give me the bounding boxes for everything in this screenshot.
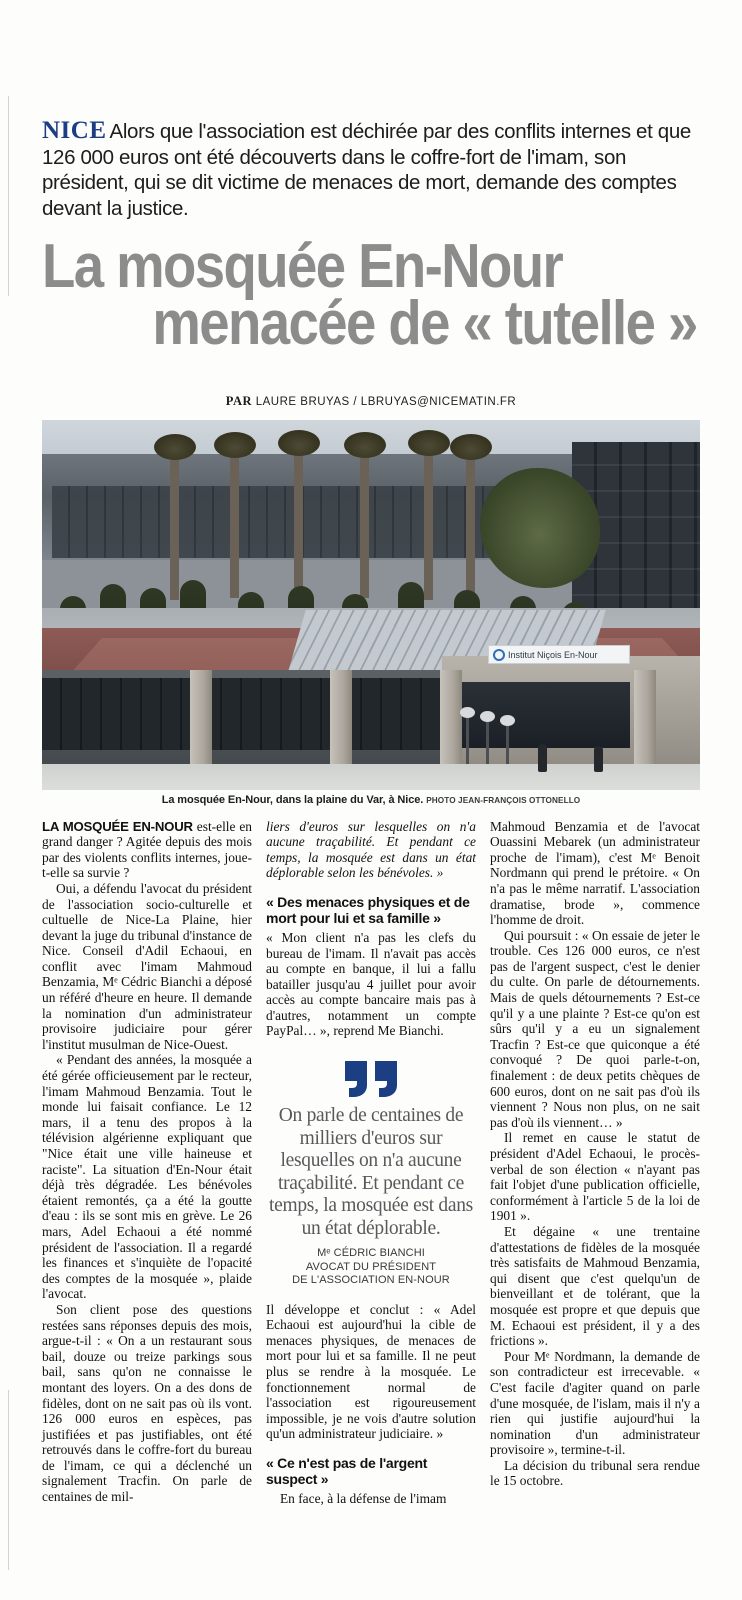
paragraph-head: Son client pose des questions restées sans réponses depuis des mois, argue-t-il :	[42, 1301, 252, 1349]
building-sign	[488, 645, 630, 664]
photo-entrance-opening	[450, 682, 630, 748]
page-title	[42, 232, 700, 358]
paragraph	[42, 1302, 252, 1505]
paragraph: La décision du tribunal sera rendue le 15 octobre.	[490, 1457, 700, 1489]
photo-palm-tree	[170, 450, 179, 600]
quote-text: « On essaie de jeter le trouble. Ces 126 000 euros, ce n'est pas de l'argent suspect, c'est le denier du culte. On parle de détournements. Mais de quels détournements ? Est-ce qu'il y a une plainte ? Est-ce qu'on est sûrs qu'il y a eu un signalement Tracfin ? Est-ce que quiconque a été convoqué ? De quoi parle-t-on, finalement : de deux petits chèques de 600 euros, dont on ne sait pas d'où ils viennent ? Nous non plus, on ne sait pas d'où ils viennent… »	[490, 927, 700, 1130]
paragraph	[490, 1224, 700, 1349]
photo-palm-tree	[230, 448, 239, 598]
article-column-1	[42, 819, 252, 1507]
quote-text: « Adel Echaoui est aujourd'hui la cible de menaces physiques, de menaces de mort pour lui et sa famille. Il ne peut plus se rendre à la mosquée. Le fonctionnement normal de l'association est rigoureusement impossible, je ne vois d'autre solution qu'un administrateur judiciaire. »	[266, 1301, 476, 1442]
photo-person	[538, 744, 547, 772]
photo-credit: PHOTO JEAN-FRANÇOIS OTTONELLO	[426, 795, 581, 805]
section-subhead: « Des menaces physiques et de mort pour lui et sa famille »	[266, 893, 470, 927]
photo-palm-tree	[294, 446, 303, 598]
caption-text: La mosquée En-Nour, dans la plaine du Var, à Nice.	[161, 793, 424, 806]
pull-quote-attr-name: Mᵉ CÉDRIC BIANCHI	[317, 1247, 425, 1260]
quote-text: « On n'a pas le même narratif. L'association dramatise, brode »,	[490, 865, 700, 912]
paragraph-head: Et dégaine	[504, 1223, 593, 1239]
pull-quote-text: On parle de centaines de milliers d'euros sur lesquelles on n'a aucune traçabilité. Et pendant ce temps, la mosquée est dans un état déplorable.	[269, 1105, 473, 1239]
kicker-city-label: NICE	[42, 117, 107, 144]
quote-text: « une trentaine d'attestations de fidèles de la mosquée très satisfaits de Mahmoud Benzamia, qui disent que c'est quelqu'un de bienveillant et de tolérant, que la mosquée est propre et que depuis que M. Echaoui est président, il y a des frictions ».	[490, 1223, 700, 1349]
paragraph	[266, 1302, 476, 1442]
article-photo	[42, 420, 700, 790]
paragraph	[266, 930, 476, 1039]
paragraph-head: Qui poursuit :	[504, 927, 582, 943]
photo-facade-glass	[42, 678, 462, 750]
paragraph-head: Pour Mᵉ Nordmann, la demande de son contradicteur est irrecevable.	[490, 1348, 700, 1380]
paragraph	[490, 819, 700, 928]
paragraph	[490, 1349, 700, 1458]
headline-line-2: menacée de « tutelle »	[152, 289, 697, 358]
trim-mark-left-top	[8, 96, 9, 296]
quote-text: « C'est facile d'agiter quand on parle d'une mosquée, de l'islam, mais il n'y a rien qui justifie aujourd'hui la nomination d'un administrateur provisoire »,	[490, 1364, 700, 1458]
article-columns	[42, 819, 700, 1507]
pull-quote-attr-org: DE L'ASSOCIATION EN-NOUR	[292, 1274, 450, 1287]
article-column-3	[490, 819, 700, 1507]
photo-tree	[480, 468, 600, 588]
article-content	[42, 0, 700, 1507]
pull-quote-attr-role: AVOCAT DU PRÉSIDENT	[305, 1260, 437, 1273]
section-subhead: « Ce n'est pas de l'argent suspect »	[266, 1454, 428, 1488]
quote-text: « n'ayant pas fait l'objet d'une publication officielle, conformément à l'article 5 de la loi de 1901 ».	[490, 1161, 700, 1224]
article-kicker	[42, 118, 700, 221]
byline-prefix: PAR	[225, 393, 253, 408]
article-column-2	[266, 819, 476, 1507]
institut-logo-icon	[493, 649, 505, 661]
photo-palm-tree	[424, 446, 433, 600]
paragraph	[490, 928, 700, 1131]
photo-palm-tree	[360, 448, 369, 598]
pull-quote	[266, 1059, 476, 1288]
lead-bold-opening: LA MOSQUÉE EN-NOUR	[42, 818, 193, 834]
quote-text: « Mon client n'a pas les clefs du bureau de l'imam. Il n'avait pas accès au compte en banque, il lui a fallu batailler jusqu'au 4 juillet pour avoir accès au compte bancaire mais pas à d'autres, notamment un compte PayPal… »,	[266, 929, 476, 1039]
paragraph	[42, 1052, 252, 1302]
lead-rest: est-elle en grand danger ? Agitée depuis des mois par des violents conflits internes, joue-t-elle sa survie ?	[42, 818, 252, 881]
kicker-text: Alors que l'association est déchirée par des conflits internes et que 126 000 euros ont été découverts dans le coffre-fort de l'imam, son président, qui se dit victime de menaces de mort, demande des comptes devant la justice.	[42, 120, 691, 220]
photo-caption	[42, 794, 700, 806]
trim-mark-left-bottom	[8, 1390, 9, 1570]
photo-palm-tree	[466, 450, 475, 598]
quotation-mark-icon	[343, 1059, 399, 1099]
paragraph	[490, 1130, 700, 1224]
byline-author: LAURE BRUYAS / LBRUYAS@NICEMATIN.FR	[255, 395, 517, 408]
quote-tail: plaide l'avocat.	[42, 1270, 252, 1302]
headline-line-1: La mosquée En-Nour	[42, 232, 563, 301]
pull-quote-attribution	[266, 1247, 476, 1288]
quote-tail: reprend Me Bianchi.	[329, 1023, 444, 1039]
quote-text: « Pendant des années, la mosquée a été gérée officieusement par le recteur, l'imam Mahmoud Benzamia. Tout le monde lui faisait confiance. Le 12 mars, il a tenu des propos à la télévision algérienne expliquant que "Nice était une ville haineuse et raciste". La situation d'En-Nour était déjà très dégradée. Les bénévoles étaient remontés, ça a été la goutte d'eau : ils se sont mis en grève. Le 26 mars, Adel Echaoui a été nommé président de l'association. Il a regardé les finances et s'inquiète de l'opacité des comptes de la mosquée »,	[42, 1052, 252, 1286]
paragraph: Oui, a défendu l'avocat du président de l'association socio-culturelle et cultuelle de Nice-La Plaine, hier devant la juge du tribunal d'instance de Nice. Conseil d'Adil Echaoui, en conflit avec l'imam Mahmoud Benzamia, Mᵉ Cédric Bianchi a déposé un référé d'heure en heure. Il demande la nomination d'un administrateur provisoire judiciaire pour gérer l'institut musulman de Nice-Ouest.	[42, 880, 252, 1052]
paragraph: En face, à la défense de l'imam	[280, 1490, 447, 1506]
paragraph-head: Il remet en cause le statut de président d'Adel Echaoui, le procès-verbal de son élection	[490, 1130, 700, 1177]
paragraph-head: Mahmoud Benzamia et de l'avocat Ouassini Mebarek (un administrateur proche de l'imam), c'est Mᵉ Benoit Nordmann qui prend le prétoire.	[490, 818, 700, 881]
photo-person	[594, 746, 603, 772]
quote-tail: commence l'homme de droit.	[490, 896, 700, 928]
paragraph-head: Il développe et conclut :	[266, 1301, 434, 1317]
paragraph: liers d'euros sur lesquelles on n'a aucune traçabilité. Et pendant ce temps, la mosquée est dans un état déplorable selon les bénévoles. »	[266, 818, 476, 881]
quote-tail: termine-t-il.	[557, 1442, 626, 1458]
byline	[42, 394, 700, 409]
building-sign-text: Institut Niçois En-Nour	[508, 649, 598, 660]
quote-text: « On a un restaurant sous bail, douze ou treize parkings sous bail, sans qu'on ne connaisse le montant des loyers. On a des dons de fidèles, dont on ne sait pas où ils vont. 126 000 euros en espèces, pas justifiées et pas justifiables, ont été retrouvés dans le coffre-fort du bureau de l'imam, ce qui a déclenché un signalement Tracfin. On parle de centaines de mil-	[42, 1333, 252, 1505]
paragraph	[42, 819, 252, 881]
